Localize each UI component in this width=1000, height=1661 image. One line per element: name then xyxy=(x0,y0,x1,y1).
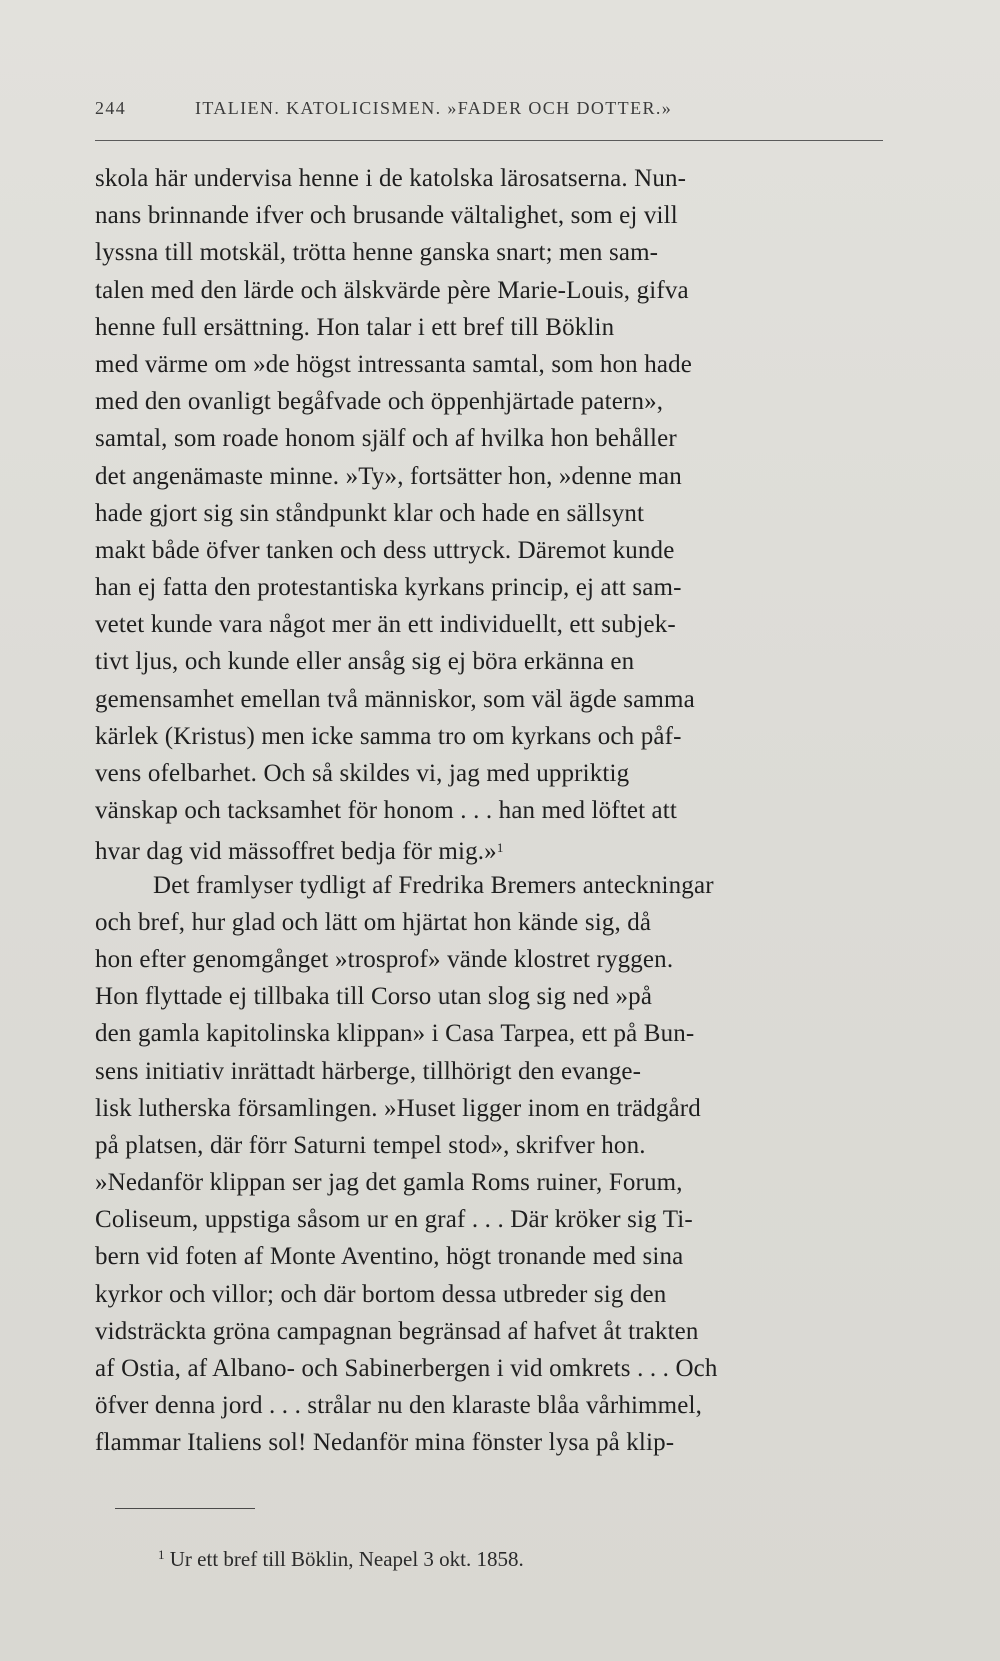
text-line: lisk lutherska församlingen. »Huset ligger inom en trädgård xyxy=(95,1094,701,1122)
text-line: makt både öfver tanken och dess uttryck. Däremot kunde xyxy=(95,536,675,564)
text-line: Coliseum, uppstiga såsom ur en graf . . . Där kröker sig Ti- xyxy=(95,1206,693,1234)
text-line: på platsen, där förr Saturni tempel stod», skrifver hon. xyxy=(95,1131,646,1159)
text-line: kyrkor och villor; och där bortom dessa utbreder sig den xyxy=(95,1280,667,1308)
text-line: tivt ljus, och kunde eller ansåg sig ej böra erkänna en xyxy=(95,648,635,676)
text-line: och bref, hur glad och lätt om hjärtat hon kände sig, då xyxy=(95,908,652,936)
text-line: af Ostia, af Albano- och Sabinerbergen i vid omkrets . . . Och xyxy=(95,1355,718,1382)
header-rule xyxy=(95,140,883,141)
text-line: det angenämaste minne. »Ty», fortsätter hon, »denne man xyxy=(95,462,682,490)
running-head: ITALIEN. KATOLICISMEN. »FADER OCH DOTTER.» xyxy=(195,98,673,118)
text-line: henne full ersättning. Hon talar i ett bref till Böklin xyxy=(95,313,615,341)
text-line: med värme om »de högst intressanta samtal, som hon hade xyxy=(95,350,693,378)
text-line: bern vid foten af Monte Aventino, högt tronande med sina xyxy=(95,1243,684,1271)
text-line: hade gjort sig sin ståndpunkt klar och hade en sällsynt xyxy=(95,499,645,527)
text-line: öfver denna jord . . . strålar nu den klaraste blåa vårhimmel, xyxy=(95,1392,702,1420)
text-line: lyssna till motskäl, trötta henne ganska snart; men sam- xyxy=(95,239,659,267)
text-line: den gamla kapitolinska klippan» i Casa Tarpea, ett på Bun- xyxy=(95,1020,695,1048)
page-number: 244 xyxy=(95,98,127,118)
text-line-with-footnote-ref xyxy=(95,829,915,866)
footnote-text: Ur ett bref till Böklin, Neapel 3 okt. 1858. xyxy=(169,1547,524,1571)
text-line: Hon flyttade ej tillbaka till Corso utan slog sig ned »på xyxy=(95,983,653,1011)
text-line: nans brinnande ifver och brusande vältalighet, som ej vill xyxy=(95,202,678,230)
text-line: vänskap och tacksamhet för honom . . . han med löftet att xyxy=(95,797,677,825)
text-line: gemensamhet emellan två människor, som väl ägde samma xyxy=(95,685,695,713)
text-line: han ej fatta den protestantiska kyrkans princip, ej att sam- xyxy=(95,574,682,602)
text-line: samtal, som roade honom själf och af hvilka hon behåller xyxy=(95,425,677,453)
page-header xyxy=(95,98,885,128)
text-line: vetet kunde vara något mer än ett individuellt, ett subjek- xyxy=(95,611,676,639)
text-line-content: hvar dag vid mässoffret bedja för mig.» xyxy=(95,838,497,866)
text-line: skola här undervisa henne i de katolska lärosatserna. Nun- xyxy=(95,165,687,192)
text-line: talen med den lärde och älskvärde père Marie-Louis, gifva xyxy=(95,276,689,304)
footnote xyxy=(158,1547,524,1572)
text-line: flammar Italiens sol! Nedanför mina fönster lysa på klip- xyxy=(95,1429,675,1457)
text-line: sens initiativ inrättadt härberge, tillhörigt den evange- xyxy=(95,1057,642,1085)
text-line: »Nedanför klippan ser jag det gamla Roms ruiner, Forum, xyxy=(95,1169,683,1197)
body-text xyxy=(95,160,915,1462)
text-line: vidsträckta gröna campagnan begränsad af hafvet åt trakten xyxy=(95,1317,699,1345)
text-line: hon efter genomgånget »trosprof» vände klostret ryggen. xyxy=(95,945,674,973)
footnote-reference: 1 xyxy=(496,840,504,856)
text-line: med den ovanligt begåfvade och öppenhjärtade patern», xyxy=(95,388,664,416)
footnote-rule xyxy=(115,1508,255,1509)
text-line: vens ofelbarhet. Och så skildes vi, jag med uppriktig xyxy=(95,760,630,787)
text-line: kärlek (Kristus) men icke samma tro om kyrkans och påf- xyxy=(95,722,682,750)
footnote-marker: 1 xyxy=(158,1547,165,1562)
paragraph-first-line: Det framlyser tydligt af Fredrika Bremers anteckningar xyxy=(153,871,714,899)
